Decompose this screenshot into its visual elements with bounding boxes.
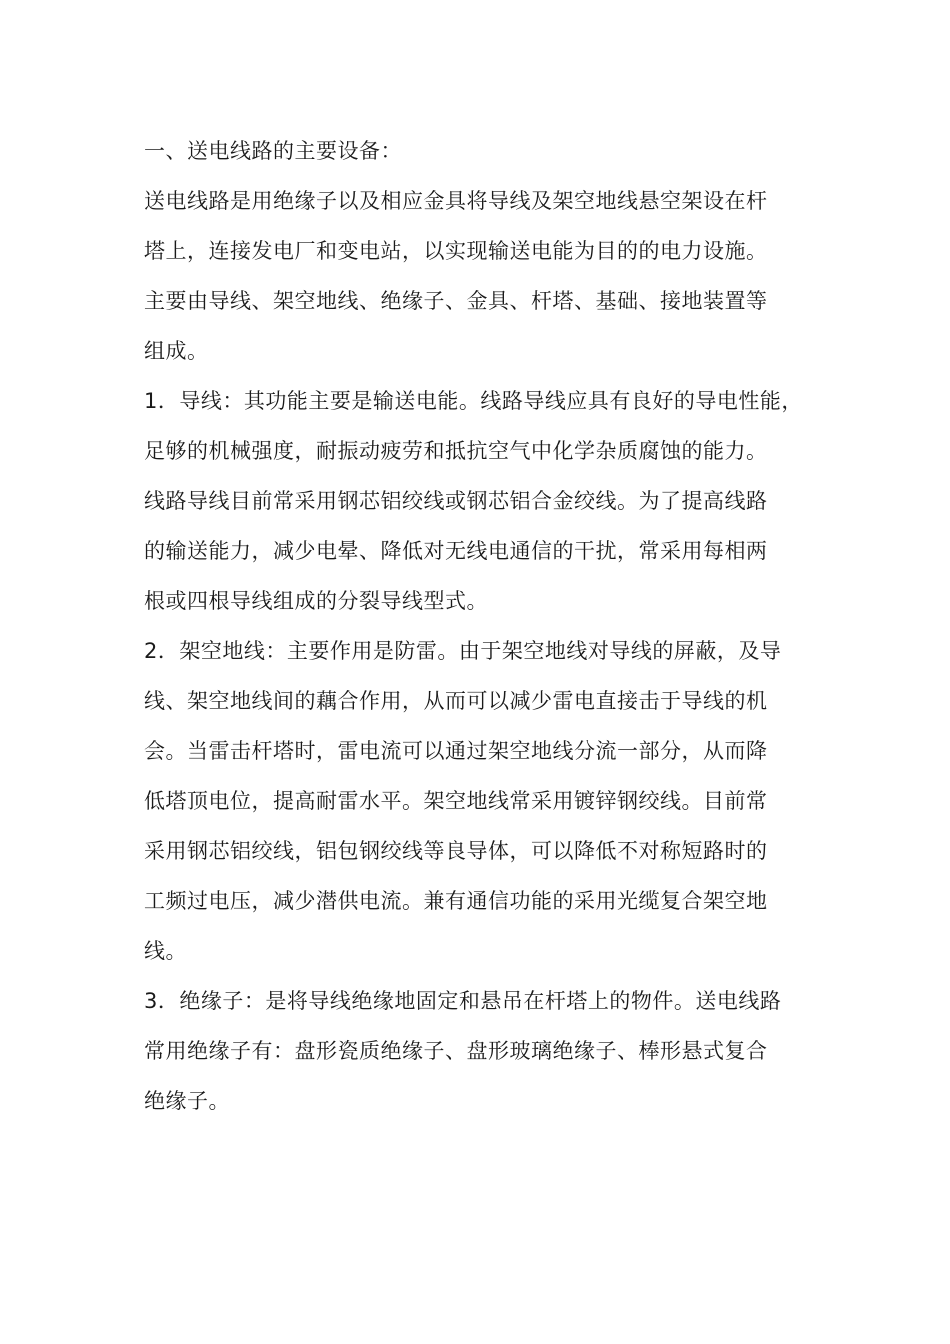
- text-line: 送电线路是用绝缘子以及相应金具将导线及架空地线悬空架设在杆: [144, 189, 768, 213]
- text-line: 3．绝缘子：是将导线绝缘地固定和悬吊在杆塔上的物件。送电线路: [144, 989, 782, 1013]
- text-line: 2．架空地线：主要作用是防雷。由于架空地线对导线的屏蔽，及导: [144, 639, 782, 663]
- section-heading: 一、送电线路的主要设备：: [144, 139, 402, 163]
- text-line: 低塔顶电位，提高耐雷水平。架空地线常采用镀锌钢绞线。目前常: [144, 789, 768, 813]
- text-line: 1．导线：其功能主要是输送电能。线路导线应具有良好的导电性能，: [144, 389, 803, 413]
- text-line: 根或四根导线组成的分裂导线型式。: [144, 589, 488, 613]
- text-line: 线路导线目前常采用钢芯铝绞线或钢芯铝合金绞线。为了提高线路: [144, 489, 768, 513]
- text-line: 线、架空地线间的藕合作用，从而可以减少雷电直接击于导线的机: [144, 689, 768, 713]
- text-line: 的输送能力，减少电晕、降低对无线电通信的干扰，常采用每相两: [144, 539, 768, 563]
- text-line: 塔上，连接发电厂和变电站，以实现输送电能为目的的电力设施。: [144, 239, 768, 263]
- text-line: 足够的机械强度，耐振动疲劳和抵抗空气中化学杂质腐蚀的能力。: [144, 439, 768, 463]
- text-line: 绝缘子。: [144, 1089, 230, 1113]
- text-line: 会。当雷击杆塔时，雷电流可以通过架空地线分流一部分，从而降: [144, 739, 768, 763]
- text-line: 常用绝缘子有：盘形瓷质绝缘子、盘形玻璃绝缘子、棒形悬式复合: [144, 1039, 768, 1063]
- text-line: 线。: [144, 939, 187, 963]
- text-line: 主要由导线、架空地线、绝缘子、金具、杆塔、基础、接地装置等: [144, 289, 768, 313]
- text-line: 工频过电压，减少潜供电流。兼有通信功能的采用光缆复合架空地: [144, 889, 768, 913]
- text-line: 采用钢芯铝绞线，铝包钢绞线等良导体，可以降低不对称短路时的: [144, 839, 768, 863]
- text-line: 组成。: [144, 339, 209, 363]
